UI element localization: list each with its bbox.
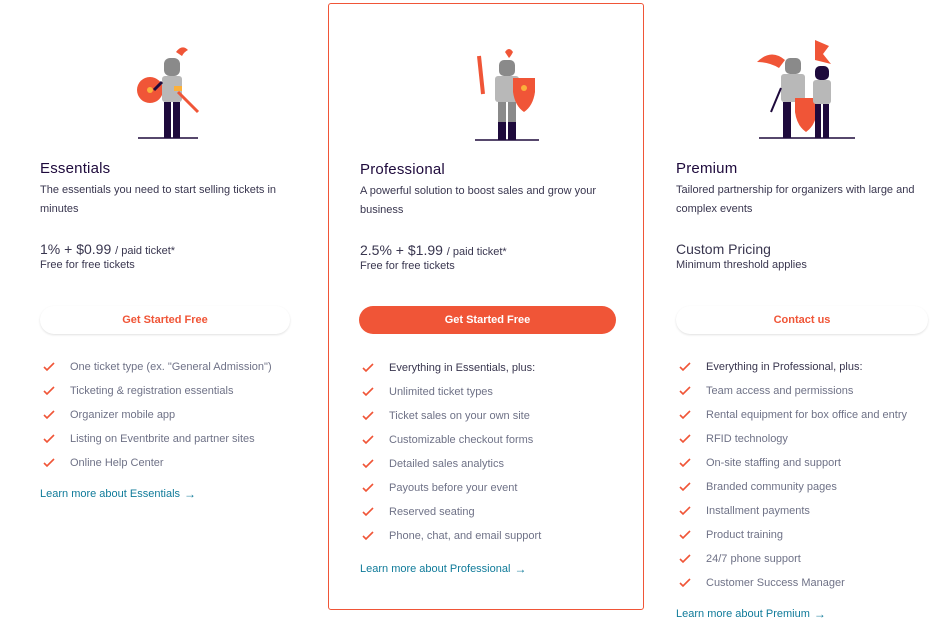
check-icon (679, 457, 691, 469)
check-icon (679, 385, 691, 397)
plan-title: Professional (360, 161, 445, 178)
check-icon (679, 505, 691, 517)
feature-label: One ticket type (ex. "General Admission") (70, 361, 272, 373)
plan-title: Essentials (40, 160, 111, 177)
check-icon (679, 553, 691, 565)
feature-item (362, 380, 541, 404)
plan-description: Tailored partnership for organizers with large and complex events (676, 184, 915, 215)
feature-label: Ticketing & registration essentials (70, 385, 234, 397)
plan-subprice: Free for free tickets (360, 260, 455, 272)
feature-item (679, 403, 907, 427)
check-icon (362, 434, 374, 446)
feature-item (43, 403, 272, 427)
feature-label: Ticket sales on your own site (389, 410, 530, 422)
price-value: Custom Pricing (676, 241, 771, 257)
feature-item (362, 356, 541, 380)
feature-label: On-site staffing and support (706, 457, 841, 469)
feature-label: Organizer mobile app (70, 409, 176, 421)
check-icon (43, 457, 55, 469)
price-value: 1% + $0.99 (40, 241, 112, 257)
feature-item (362, 452, 541, 476)
check-icon (679, 433, 691, 445)
plan-price (40, 241, 175, 257)
plan-description: The essentials you need to start selling tickets in minutes (40, 184, 277, 215)
feature-item (43, 427, 272, 451)
feature-item (679, 499, 907, 523)
plan-subprice: Minimum threshold applies (676, 259, 807, 271)
learn-more-label: Learn more about Professional (360, 563, 511, 575)
feature-item (362, 404, 541, 428)
plan-subprice: Free for free tickets (40, 259, 135, 271)
arrow-right-icon: → (514, 562, 527, 576)
feature-label: Online Help Center (70, 457, 164, 469)
feature-item (679, 547, 907, 571)
feature-label: Product training (706, 529, 784, 541)
feature-label: Phone, chat, and email support (389, 530, 542, 542)
check-icon (362, 458, 374, 470)
feature-label: Listing on Eventbrite and partner sites (70, 433, 255, 445)
feature-item (679, 451, 907, 475)
check-icon (679, 481, 691, 493)
check-icon (362, 410, 374, 422)
plan-price (360, 242, 507, 258)
plan-card-professional (328, 3, 644, 610)
learn-more-essentials-link[interactable] (40, 487, 196, 501)
learn-more-label: Learn more about Essentials (40, 488, 181, 500)
check-icon (43, 385, 55, 397)
check-icon (43, 409, 55, 421)
check-icon (362, 530, 374, 542)
feature-item (362, 500, 541, 524)
knight-illustration (453, 44, 563, 148)
learn-more-label: Learn more about Premium (676, 608, 810, 620)
feature-item (679, 427, 907, 451)
feature-label: 24/7 phone support (706, 553, 801, 565)
price-unit: / paid ticket* (446, 246, 507, 258)
check-icon (679, 529, 691, 541)
knight-illustration (118, 38, 228, 142)
feature-item (679, 475, 907, 499)
check-icon (43, 361, 55, 373)
check-icon (43, 433, 55, 445)
arrow-right-icon: → (184, 487, 197, 501)
feature-list (362, 356, 541, 548)
knights-illustration (751, 38, 861, 142)
get-started-free-button[interactable]: Get Started Free (40, 306, 290, 334)
feature-item (43, 379, 272, 403)
feature-item (679, 571, 907, 595)
feature-label: Unlimited ticket types (389, 386, 493, 398)
feature-item (362, 476, 541, 500)
check-icon (362, 482, 374, 494)
plan-price (676, 241, 771, 257)
check-icon (362, 386, 374, 398)
feature-label: Team access and permissions (706, 385, 854, 397)
arrow-right-icon: → (813, 607, 826, 621)
plan-description: A powerful solution to boost sales and grow your business (360, 185, 597, 216)
contact-us-button[interactable]: Contact us (676, 306, 928, 334)
price-value: 2.5% + $1.99 (360, 242, 443, 258)
feature-item (43, 355, 272, 379)
check-icon (362, 362, 374, 374)
get-started-free-button[interactable]: Get Started Free (359, 306, 616, 334)
learn-more-premium-link[interactable] (676, 607, 826, 621)
feature-label: Reserved seating (389, 506, 475, 518)
feature-label: Detailed sales analytics (389, 458, 504, 470)
feature-label: Everything in Professional, plus: (706, 361, 863, 373)
check-icon (679, 409, 691, 421)
feature-item (679, 355, 907, 379)
check-icon (679, 577, 691, 589)
feature-label: Installment payments (706, 505, 810, 517)
feature-item (679, 523, 907, 547)
feature-label: Customizable checkout forms (389, 434, 534, 446)
learn-more-professional-link[interactable] (360, 562, 526, 576)
feature-label: RFID technology (706, 433, 788, 445)
feature-list (43, 355, 272, 475)
check-icon (362, 506, 374, 518)
feature-label: Everything in Essentials, plus: (389, 362, 536, 374)
check-icon (679, 361, 691, 373)
price-unit: / paid ticket* (115, 245, 176, 257)
feature-label: Rental equipment for box office and entry (706, 409, 907, 421)
feature-label: Customer Success Manager (706, 577, 845, 589)
feature-label: Payouts before your event (389, 482, 518, 494)
plan-title: Premium (676, 160, 738, 177)
feature-list (679, 355, 907, 595)
feature-item (362, 524, 541, 548)
feature-item (43, 451, 272, 475)
feature-item (679, 379, 907, 403)
feature-label: Branded community pages (706, 481, 837, 493)
feature-item (362, 428, 541, 452)
